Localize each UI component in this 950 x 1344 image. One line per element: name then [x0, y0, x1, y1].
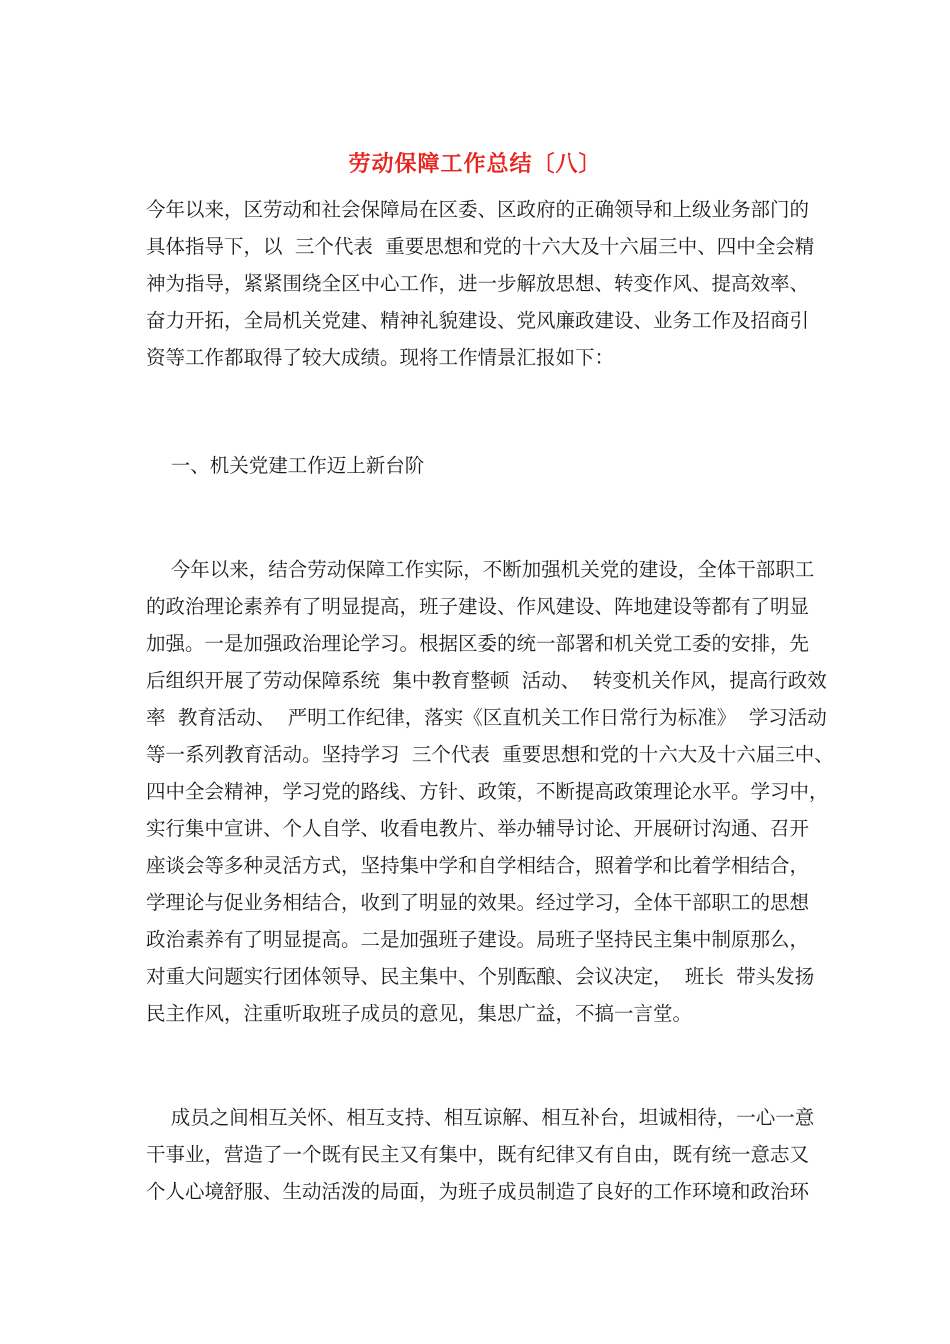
document-title: 劳动保障工作总结〔八〕 [348, 152, 602, 177]
para1-line-6: 等一系列教育活动。坚持学习 三个代表 重要思想和党的十六大及十六届三中、 [146, 743, 834, 766]
para2-line-1: 成员之间相互关怀、相互支持、相互谅解、相互补台，坦诚相待，一心一意 [146, 1106, 815, 1129]
para1-line-7: 四中全会精神，学习党的路线、方针、政策，不断提高政策理论水平。学习中， [146, 780, 829, 803]
para1-line-1: 今年以来，结合劳动保障工作实际，不断加强机关党的建设，全体干部职工 [146, 558, 815, 581]
para1-line-12: 对重大问题实行团体领导、民主集中、个别酝酿、会议决定， 班长 带头发扬 [146, 965, 815, 988]
intro-line-3: 神为指导，紧紧围绕全区中心工作，进一步解放思想、转变作风、提高效率、 [146, 272, 810, 295]
intro-line-1: 今年以来，区劳动和社会保障局在区委、区政府的正确领导和上级业务部门的 [146, 198, 810, 221]
section-heading: 一、机关党建工作迈上新台阶 [146, 454, 425, 477]
intro-line-4: 奋力开拓，全局机关党建、精神礼貌建设、党风廉政建设、业务工作及招商引 [146, 309, 810, 332]
intro-line-2: 具体指导下，以 三个代表 重要思想和党的十六大及十六届三中、四中全会精 [146, 235, 815, 258]
para1-line-13: 民主作风，注重听取班子成员的意见，集思广益，不搞一言堂。 [146, 1002, 693, 1025]
para1-line-4: 后组织开展了劳动保障系统 集中教育整顿 活动、 转变机关作风，提高行政效 [146, 669, 827, 692]
para1-line-8: 实行集中宣讲、个人自学、收看电教片、举办辅导讨论、开展研讨沟通、召开 [146, 817, 810, 840]
para1-line-5: 率 教育活动、 严明工作纪律，落实《区直机关工作日常行为标准》 学习活动 [146, 706, 827, 729]
para1-line-10: 学理论与促业务相结合，收到了明显的效果。经过学习，全体干部职工的思想 [146, 891, 810, 914]
para2-line-3: 个人心境舒服、生动活泼的局面，为班子成员制造了良好的工作环境和政治环 [146, 1180, 810, 1203]
intro-line-5: 资等工作都取得了较大成绩。现将工作情景汇报如下： [146, 346, 615, 369]
para1-line-9: 座谈会等多种灵活方式，坚持集中学和自学相结合，照着学和比着学相结合， [146, 854, 810, 877]
para1-line-11: 政治素养有了明显提高。二是加强班子建设。局班子坚持民主集中制原那么， [146, 928, 810, 951]
para1-line-3: 加强。一是加强政治理论学习。根据区委的统一部署和机关党工委的安排，先 [146, 632, 810, 655]
para2-line-2: 干事业，营造了一个既有民主又有集中，既有纪律又有自由，既有统一意志又 [146, 1143, 810, 1166]
para1-line-2: 的政治理论素养有了明显提高，班子建设、作风建设、阵地建设等都有了明显 [146, 595, 810, 618]
